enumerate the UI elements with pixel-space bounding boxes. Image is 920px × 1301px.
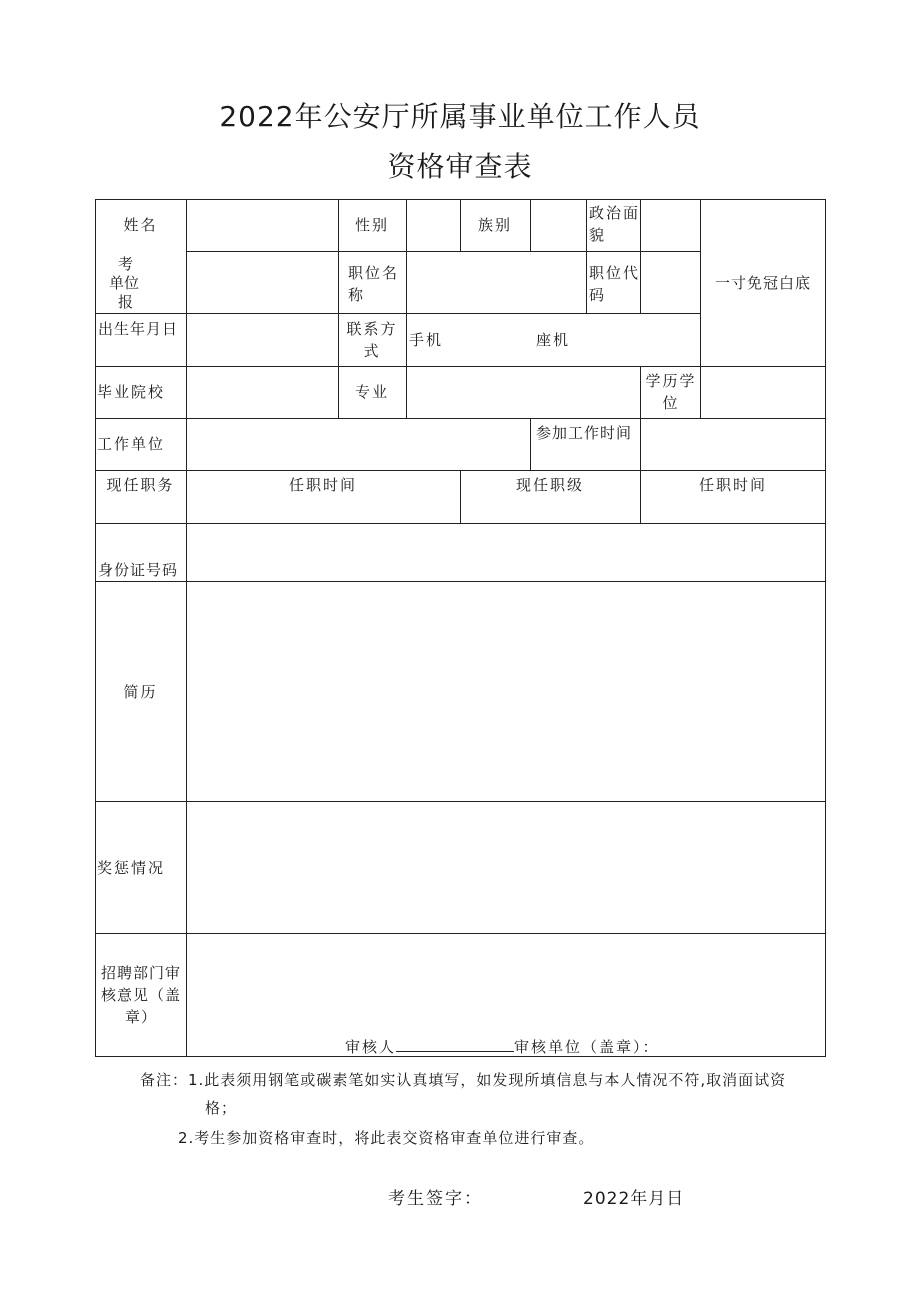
review-opinion-label: 招聘部门审核意见（盖章） bbox=[100, 964, 181, 1026]
mobile-label: 手机 bbox=[409, 331, 444, 349]
form-title-line2: 资格审查表 bbox=[387, 150, 533, 183]
id-number-label: 身份证号码 bbox=[98, 561, 179, 579]
candidate-signature-label: 考生签字： bbox=[388, 1189, 483, 1209]
apply-unit-label-middle: 单位 bbox=[109, 274, 140, 292]
contact-label: 联系方式 bbox=[346, 320, 398, 360]
ethnicity-label: 族别 bbox=[477, 216, 512, 234]
review-unit-label: 审核单位（盖章）： bbox=[514, 1038, 660, 1056]
reviewer-signature-blank[interactable] bbox=[396, 1037, 514, 1052]
position-name-label: 职位名称 bbox=[348, 264, 400, 304]
political-status-label: 政治面貌 bbox=[589, 204, 641, 244]
current-post-label: 现任职务 bbox=[106, 476, 175, 494]
landline-label: 座机 bbox=[536, 331, 571, 349]
reviewer-label: 审核人 bbox=[345, 1038, 397, 1056]
name-label: 姓名 bbox=[123, 216, 158, 234]
apply-unit-label-bottom: 报 bbox=[118, 293, 134, 311]
apply-unit-label-top: 考 bbox=[118, 255, 134, 273]
current-level-label: 现任职级 bbox=[515, 476, 584, 494]
note-item-1-continued: 格； bbox=[205, 1099, 238, 1117]
form-title-line1: 2022年公安厅所属事业单位工作人员 bbox=[219, 100, 701, 133]
reviewer-line bbox=[345, 1036, 660, 1058]
major-label: 专业 bbox=[354, 383, 389, 401]
resume-label: 简历 bbox=[123, 683, 158, 701]
rewards-label: 奖惩情况 bbox=[97, 859, 166, 877]
note-item-1: 备注：1.此表须用钢笔或碳素笔如实认真填写，如发现所填信息与本人情况不符,取消面试资 bbox=[140, 1071, 787, 1089]
photo-placeholder: 一寸免冠白底 bbox=[714, 274, 811, 292]
signature-date: 2022年月日 bbox=[583, 1189, 685, 1209]
work-start-label: 参加工作时间 bbox=[536, 424, 633, 442]
level-time-label: 任职时间 bbox=[698, 476, 767, 494]
birth-date-label: 出生年月日 bbox=[98, 320, 179, 338]
school-label: 毕业院校 bbox=[97, 383, 166, 401]
gender-label: 性别 bbox=[354, 216, 389, 234]
work-unit-label: 工作单位 bbox=[97, 435, 166, 453]
position-code-label: 职位代码 bbox=[589, 264, 641, 304]
post-time-label: 任职时间 bbox=[288, 476, 357, 494]
note-item-2: 2.考生参加资格审查时，将此表交资格审查单位进行审查。 bbox=[178, 1129, 595, 1147]
degree-label: 学历学位 bbox=[645, 372, 697, 412]
